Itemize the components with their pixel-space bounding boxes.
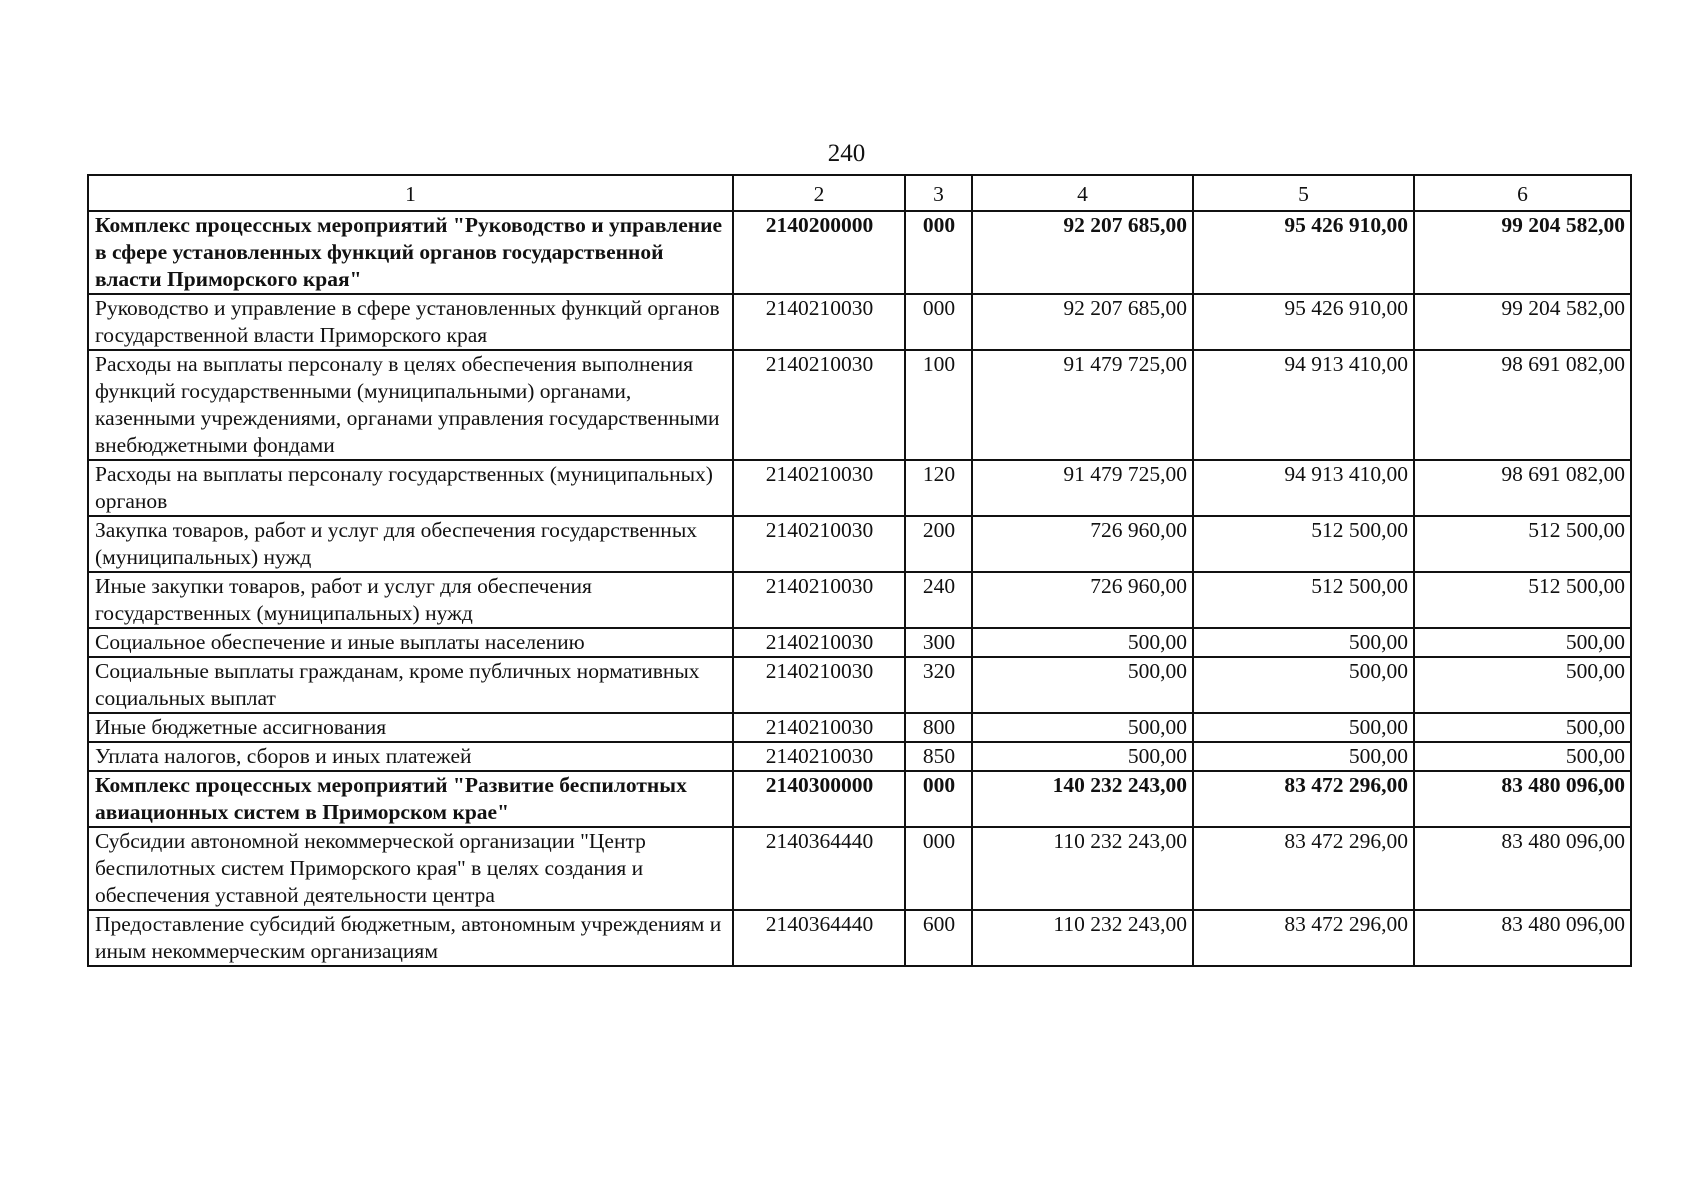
table-row — [88, 713, 1631, 742]
row-name: Иные закупки товаров, работ и услуг для обеспечения государственных (муниципальных) нужд — [88, 572, 733, 628]
row-amount-4: 500,00 — [972, 657, 1193, 713]
row-amount-4: 500,00 — [972, 742, 1193, 771]
row-amount-4: 91 479 725,00 — [972, 350, 1193, 460]
column-header-4: 4 — [972, 175, 1193, 211]
row-amount-4: 140 232 243,00 — [972, 771, 1193, 827]
row-amount-5: 500,00 — [1193, 628, 1414, 657]
row-amount-5: 83 472 296,00 — [1193, 827, 1414, 910]
column-header-6: 6 — [1414, 175, 1631, 211]
row-amount-5: 95 426 910,00 — [1193, 294, 1414, 350]
table-row — [88, 516, 1631, 572]
row-amount-5: 512 500,00 — [1193, 572, 1414, 628]
row-amount-6: 512 500,00 — [1414, 572, 1631, 628]
table-row — [88, 211, 1631, 294]
table-row — [88, 742, 1631, 771]
row-name: Закупка товаров, работ и услуг для обеспечения государственных (муниципальных) нужд — [88, 516, 733, 572]
row-code: 2140210030 — [733, 572, 905, 628]
row-amount-4: 91 479 725,00 — [972, 460, 1193, 516]
row-amount-6: 500,00 — [1414, 657, 1631, 713]
row-type: 240 — [905, 572, 972, 628]
row-amount-5: 512 500,00 — [1193, 516, 1414, 572]
table-row — [88, 572, 1631, 628]
row-type: 120 — [905, 460, 972, 516]
row-name: Комплекс процессных мероприятий "Развитие беспилотных авиационных систем в Приморском крае" — [88, 771, 733, 827]
row-type: 100 — [905, 350, 972, 460]
column-header-5: 5 — [1193, 175, 1414, 211]
row-amount-6: 99 204 582,00 — [1414, 294, 1631, 350]
row-amount-6: 99 204 582,00 — [1414, 211, 1631, 294]
row-amount-6: 83 480 096,00 — [1414, 771, 1631, 827]
row-amount-4: 500,00 — [972, 628, 1193, 657]
budget-table — [87, 174, 1632, 967]
row-code: 2140210030 — [733, 742, 905, 771]
row-type: 000 — [905, 211, 972, 294]
row-amount-5: 83 472 296,00 — [1193, 910, 1414, 966]
row-amount-4: 500,00 — [972, 713, 1193, 742]
row-type: 800 — [905, 713, 972, 742]
row-amount-6: 98 691 082,00 — [1414, 350, 1631, 460]
table-row — [88, 628, 1631, 657]
row-type: 000 — [905, 771, 972, 827]
row-code: 2140210030 — [733, 713, 905, 742]
row-amount-4: 110 232 243,00 — [972, 827, 1193, 910]
row-code: 2140210030 — [733, 657, 905, 713]
row-amount-4: 92 207 685,00 — [972, 211, 1193, 294]
row-code: 2140200000 — [733, 211, 905, 294]
row-amount-6: 500,00 — [1414, 628, 1631, 657]
row-amount-6: 83 480 096,00 — [1414, 827, 1631, 910]
row-name: Социальные выплаты гражданам, кроме публичных нормативных социальных выплат — [88, 657, 733, 713]
row-code: 2140210030 — [733, 516, 905, 572]
row-amount-4: 110 232 243,00 — [972, 910, 1193, 966]
column-header-3: 3 — [905, 175, 972, 211]
row-type: 320 — [905, 657, 972, 713]
row-amount-5: 500,00 — [1193, 657, 1414, 713]
row-amount-6: 83 480 096,00 — [1414, 910, 1631, 966]
row-amount-5: 500,00 — [1193, 713, 1414, 742]
row-amount-6: 512 500,00 — [1414, 516, 1631, 572]
row-amount-6: 98 691 082,00 — [1414, 460, 1631, 516]
table-row — [88, 460, 1631, 516]
row-type: 200 — [905, 516, 972, 572]
row-code: 2140300000 — [733, 771, 905, 827]
row-code: 2140210030 — [733, 350, 905, 460]
row-amount-5: 83 472 296,00 — [1193, 771, 1414, 827]
table-row — [88, 827, 1631, 910]
row-amount-5: 94 913 410,00 — [1193, 350, 1414, 460]
row-code: 2140364440 — [733, 827, 905, 910]
row-amount-5: 500,00 — [1193, 742, 1414, 771]
table-header-row — [88, 175, 1631, 211]
row-code: 2140364440 — [733, 910, 905, 966]
row-code: 2140210030 — [733, 460, 905, 516]
table-row — [88, 657, 1631, 713]
row-name: Уплата налогов, сборов и иных платежей — [88, 742, 733, 771]
row-amount-4: 726 960,00 — [972, 516, 1193, 572]
row-code: 2140210030 — [733, 294, 905, 350]
row-amount-4: 92 207 685,00 — [972, 294, 1193, 350]
row-amount-5: 94 913 410,00 — [1193, 460, 1414, 516]
table-row — [88, 350, 1631, 460]
row-name: Субсидии автономной некоммерческой организации "Центр беспилотных систем Приморского края" в целях создания и обеспечения уставной деятельности центра — [88, 827, 733, 910]
row-type: 000 — [905, 294, 972, 350]
row-name: Иные бюджетные ассигнования — [88, 713, 733, 742]
table-row — [88, 910, 1631, 966]
column-header-2: 2 — [733, 175, 905, 211]
page-number: 240 — [827, 140, 866, 167]
table-row — [88, 771, 1631, 827]
row-amount-6: 500,00 — [1414, 742, 1631, 771]
row-type: 600 — [905, 910, 972, 966]
row-type: 300 — [905, 628, 972, 657]
row-name: Руководство и управление в сфере установленных функций органов государственной власти Приморского края — [88, 294, 733, 350]
row-amount-5: 95 426 910,00 — [1193, 211, 1414, 294]
row-name: Комплекс процессных мероприятий "Руководство и управление в сфере установленных функций органов государственной власти Приморского края" — [88, 211, 733, 294]
row-type: 000 — [905, 827, 972, 910]
row-name: Расходы на выплаты персоналу государственных (муниципальных) органов — [88, 460, 733, 516]
row-name: Социальное обеспечение и иные выплаты населению — [88, 628, 733, 657]
row-type: 850 — [905, 742, 972, 771]
row-name: Предоставление субсидий бюджетным, автономным учреждениям и иным некоммерческим организациям — [88, 910, 733, 966]
column-header-1: 1 — [88, 175, 733, 211]
table-row — [88, 294, 1631, 350]
row-amount-4: 726 960,00 — [972, 572, 1193, 628]
row-amount-6: 500,00 — [1414, 713, 1631, 742]
row-code: 2140210030 — [733, 628, 905, 657]
row-name: Расходы на выплаты персоналу в целях обеспечения выполнения функций государственными (муниципальными) органами, казенными учреждениями, органами управления государственными внебюджетными фондами — [88, 350, 733, 460]
